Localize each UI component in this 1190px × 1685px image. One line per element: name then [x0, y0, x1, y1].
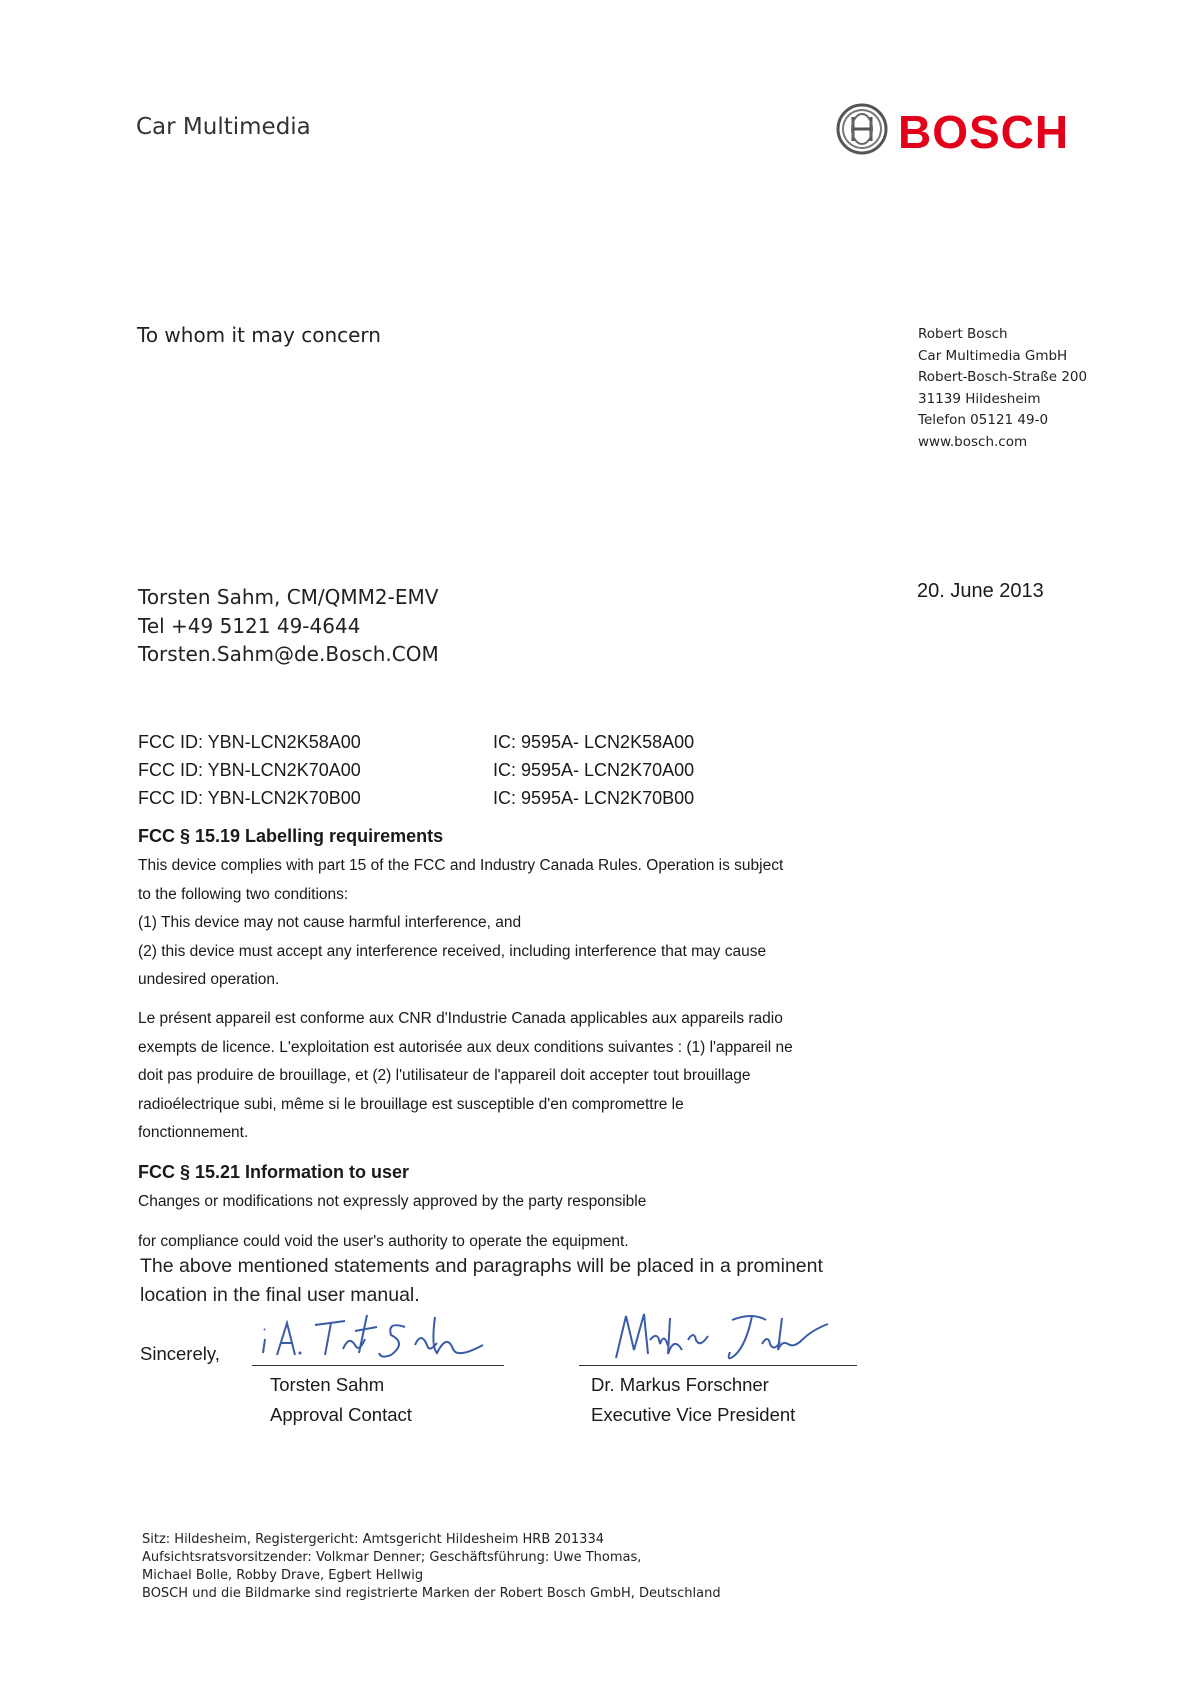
address-line: 31139 Hildesheim [918, 390, 1041, 407]
signer-name: Torsten Sahm [270, 1374, 385, 1395]
ic-id: IC: 9595A- LCN2K70B00 [493, 788, 695, 808]
paragraph-line: for compliance could void the user's authority to operate the equipment. [138, 1233, 629, 1250]
legal-footer [142, 1531, 721, 1603]
paragraph-line: (2) this device must accept any interference received, including interference that may cause [138, 942, 767, 960]
address-line: Robert Bosch [918, 326, 1008, 342]
statement-line: The above mentioned statements and paragraphs will be placed in a prominent [140, 1255, 823, 1277]
brand-wordmark: BOSCH [898, 105, 1070, 158]
paragraph-line: undesired operation. [138, 971, 280, 988]
signature-line [252, 1365, 504, 1366]
signature-markus-forschner [612, 1310, 842, 1371]
signer-block-1 [270, 1370, 412, 1430]
paragraph-line: This device complies with part 15 of the FCC and Industry Canada Rules. Operation is subject [138, 857, 784, 874]
address-line: Car Multimedia GmbH [918, 347, 1068, 364]
footer-line: Michael Bolle, Robby Drave, Egbert Hellwig [142, 1568, 424, 1583]
paragraph-line: Changes or modifications not expressly approved by the party responsible [138, 1193, 647, 1210]
paragraph-line: to the following two conditions: [138, 885, 349, 903]
paragraph-line: doit pas produire de brouillage, et (2) l'utilisateur de l'appareil doit accepter tout brouillage [138, 1067, 751, 1084]
paragraph-line: (1) This device may not cause harmful interference, and [138, 914, 522, 931]
sender-name: Torsten Sahm, CM/QMM2-EMV [138, 585, 439, 609]
company-address [918, 324, 1087, 453]
paragraph-line: radioélectrique subi, même si le brouillage est susceptible d'en compromettre le [138, 1095, 684, 1113]
compliance-paragraph-french [138, 1005, 908, 1148]
signature-line [579, 1365, 857, 1366]
bosch-logo [836, 103, 1069, 160]
manual-statement [140, 1252, 823, 1310]
signer-name: Dr. Markus Forschner [591, 1374, 769, 1395]
footer-line: Aufsichtsratsvorsitzender: Volkmar Denner; Geschäftsführung: Uwe Thomas, [142, 1550, 642, 1565]
ic-id-list [493, 728, 694, 812]
division-name: Car Multimedia [136, 114, 311, 140]
paragraph-line: Le présent appareil est conforme aux CNR d'Industrie Canada applicables aux appareils radio [138, 1010, 783, 1027]
ic-id: IC: 9595A- LCN2K58A00 [493, 732, 695, 752]
statement-line: location in the final user manual. [140, 1284, 420, 1306]
sender-phone: Tel +49 5121 49-4644 [138, 613, 361, 638]
footer-line: BOSCH und die Bildmarke sind registrierte Marken der Robert Bosch GmbH, Deutschland [142, 1586, 721, 1601]
address-line: www.bosch.com [918, 433, 1028, 450]
sender-email: Torsten.Sahm@de.Bosch.COM [138, 642, 439, 666]
section-heading-labelling: FCC § 15.19 Labelling requirements [138, 826, 444, 846]
address-line: Robert-Bosch-Straße 200 [918, 369, 1088, 385]
salutation: To whom it may concern [137, 323, 381, 347]
paragraph-line: fonctionnement. [138, 1124, 249, 1141]
paragraph-line: exempts de licence. L'exploitation est autorisée aux deux conditions suivantes : (1) l'appareil ne [138, 1038, 793, 1056]
signature-torsten-sahm [255, 1305, 495, 1370]
user-info-line-1 [138, 1188, 908, 1217]
fcc-id: FCC ID: YBN-LCN2K58A00 [138, 732, 361, 752]
bosch-armature-icon [836, 103, 888, 160]
signer-block-2 [591, 1370, 795, 1430]
compliance-paragraph-english [138, 852, 908, 995]
section-heading-user-info: FCC § 15.21 Information to user [138, 1162, 410, 1182]
fcc-id: FCC ID: YBN-LCN2K70B00 [138, 788, 361, 808]
fcc-id: FCC ID: YBN-LCN2K70A00 [138, 760, 361, 780]
letter-date: 20. June 2013 [917, 580, 1044, 602]
footer-line: Sitz: Hildesheim, Registergericht: Amtsgericht Hildesheim HRB 201334 [142, 1532, 604, 1547]
signer-title: Executive Vice President [591, 1404, 796, 1425]
sender-block [138, 583, 439, 669]
closing: Sincerely, [140, 1343, 220, 1364]
signer-title: Approval Contact [270, 1404, 412, 1425]
ic-id: IC: 9595A- LCN2K70A00 [493, 760, 695, 780]
fcc-id-list [138, 728, 361, 812]
address-line: Telefon 05121 49-0 [918, 412, 1049, 428]
